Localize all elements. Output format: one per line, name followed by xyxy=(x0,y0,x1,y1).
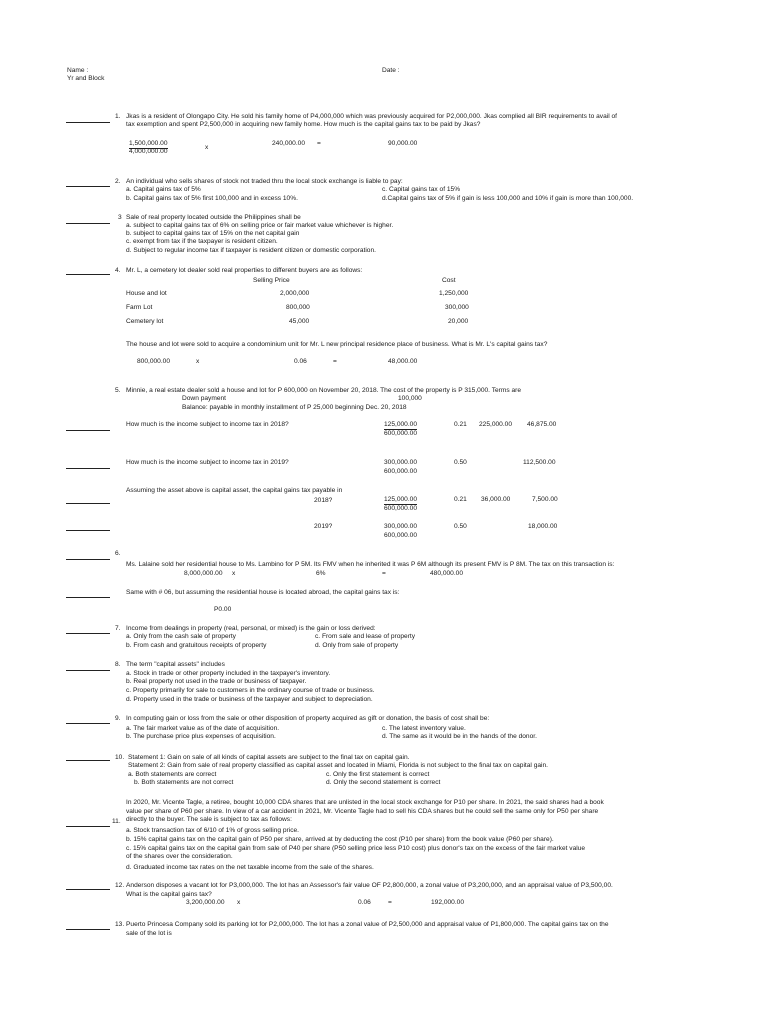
answer-blank-6b[interactable] xyxy=(66,597,110,598)
answer-blank-13[interactable] xyxy=(66,929,110,930)
choice-b: b. Real property not used in the trade or business of taxpayer. xyxy=(126,678,307,685)
choice-d: d. Subject to regular income tax if taxpayer is resident citizen or domestic corporation. xyxy=(126,247,376,254)
question-text: Anderson disposes a vacant lot for P3,000,000. The lot has an Assessor's fair value OF P2,800,000, a zonal value of P3,200,000, and an appraisal value of P3,500,00. xyxy=(126,882,613,889)
choice-a: a. Stock transaction tax of 6/10 of 1% of gross selling price. xyxy=(126,827,299,834)
computation-result: 480,000.00 xyxy=(430,570,464,577)
fraction-denominator: 600,000.00 xyxy=(384,430,418,437)
computation-result: P0.00 xyxy=(214,606,232,613)
answer-blank-4[interactable] xyxy=(66,274,110,275)
computation-value: 36,000.00 xyxy=(481,496,511,503)
choice-c: c. The latest inventory value. xyxy=(382,725,466,732)
question-text: What is the capital gains tax? xyxy=(126,891,212,898)
fraction-numerator: 125,000.00 xyxy=(384,496,417,505)
computation-result: 48,000.00 xyxy=(388,358,418,365)
choice-c: c. exempt from tax if the taxpayer is resident citizen. xyxy=(126,238,278,245)
balance-text: Balance: payable in monthly installment of P 25,000 beginning Dec. 20, 2018 xyxy=(182,404,407,411)
computation-result: 46,875.00 xyxy=(527,421,557,428)
multiply-sign: x xyxy=(205,144,209,151)
multiply-sign: x xyxy=(237,899,241,906)
question-number: 5. xyxy=(115,387,121,394)
question-number: 3 xyxy=(118,214,122,221)
choice-a: a. Stock in trade or other property included in the taxpayer's inventory. xyxy=(126,670,331,677)
computation-rate: 6% xyxy=(316,570,326,577)
question-text: Jkas is a resident of Olongapo City. He sold his family home of P4,000,000 which was previously acquired for P2,000,000. Jkas complied all BIR requirements to avail of xyxy=(126,113,617,120)
question-number: 1. xyxy=(115,113,121,120)
equals-sign: = xyxy=(317,140,321,147)
column-header-selling-price: Selling Price xyxy=(253,277,290,284)
fraction-denominator: 4,000,000.00 xyxy=(129,148,168,155)
answer-blank-11[interactable] xyxy=(66,826,110,827)
question-text: value per share of P60 per share. In view of a car accident in 2021, Mr. Vicente Tagle had to sell his CDA shares but he could sell the same only for P50 per share xyxy=(126,808,599,815)
question-text: The term "capital assets" includes xyxy=(126,661,225,668)
answer-blank-3[interactable] xyxy=(66,223,110,224)
question-text: The house and lot were sold to acquire a condominium unit for Mr. L new principal residence place of business. What is Mr. L's capital gains tax? xyxy=(126,341,548,348)
choice-d: d. Only the second statement is correct xyxy=(326,779,441,786)
fraction-denominator: 600,000.00 xyxy=(384,468,418,475)
down-payment-label: Down payment xyxy=(182,395,226,402)
question-number: 10. xyxy=(115,754,125,761)
property-cost: 1,250,000 xyxy=(439,290,469,297)
computation-rate: 0.50 xyxy=(454,523,467,530)
property-cost: 20,000 xyxy=(448,318,469,325)
computation-value: 225,000.00 xyxy=(479,421,513,428)
computation-value: 800,000.00 xyxy=(137,358,171,365)
year-label: 2019? xyxy=(314,523,333,530)
computation-rate: 0.21 xyxy=(454,496,467,503)
property-item: Cemetery lot xyxy=(126,318,164,325)
question-text: sale of the lot is xyxy=(126,930,172,937)
equals-sign: = xyxy=(382,570,386,577)
choice-c: c. Capital gains tax of 15% xyxy=(382,186,461,193)
computation-rate: 0.50 xyxy=(454,459,467,466)
fraction-numerator: 125,000.00 xyxy=(384,421,417,430)
answer-blank-5b[interactable] xyxy=(66,468,110,469)
fraction-denominator: 600,000.00 xyxy=(384,505,418,512)
choice-d: d. Only from sale of property xyxy=(315,642,399,649)
question-text: Puerto Princesa Company sold its parking lot for P2,000,000. The lot has a zonal value of P2,500,000 and appraisal value of P1,800,000. The capital gains tax on the xyxy=(126,921,609,928)
fraction-numerator: 1,500,000.00 xyxy=(129,140,168,149)
answer-blank-1[interactable] xyxy=(66,122,110,123)
answer-blank-2[interactable] xyxy=(66,186,110,187)
choice-c: c. Only the first statement is correct xyxy=(326,771,430,778)
choice-c: c. Property primarily for sale to customers in the ordinary course of trade or business. xyxy=(126,687,375,694)
statement-2: Statement 2: Gain from sale of real property classified as capital asset and located in Miami, Florida is not subject to the final tax on capital gain. xyxy=(128,762,549,769)
choice-b: b. 15% capital gains tax on the capital gain of P50 per share, arrived at by deducting the cost (P10 per share) from the book value (P60 per share). xyxy=(126,836,554,843)
fraction-denominator: 600,000.00 xyxy=(384,532,418,539)
question-number: 8. xyxy=(115,661,121,668)
property-price: 45,000 xyxy=(289,318,310,325)
question-number: 11. xyxy=(112,818,121,825)
question-text: Assuming the asset above is capital asset, the capital gains tax payable in xyxy=(126,487,343,494)
question-number: 7. xyxy=(115,625,121,632)
choice-b: b. Both statements are not correct xyxy=(134,779,234,786)
fraction-numerator: 300,000.00 xyxy=(384,523,418,530)
computation-rate: 0.06 xyxy=(358,899,371,906)
multiply-sign: x xyxy=(232,570,236,577)
answer-blank-5c[interactable] xyxy=(66,503,110,504)
multiply-sign: x xyxy=(196,358,200,365)
equals-sign: = xyxy=(333,358,337,365)
choice-b: b. The purchase price plus expenses of acquisition. xyxy=(126,733,276,740)
answer-blank-10[interactable] xyxy=(66,760,110,761)
statement-1: Statement 1: Gain on sale of all kinds of capital assets are subject to the final tax on capital gain. xyxy=(128,754,410,761)
answer-blank-7[interactable] xyxy=(66,633,110,634)
question-text: Mr. L, a cemetery lot dealer sold real properties to different buyers are as follows: xyxy=(126,267,363,274)
question-number: 9. xyxy=(115,715,121,722)
question-text: directly to the buyer. The sale is subject to tax as follows: xyxy=(126,816,292,823)
computation-result: 90,000.00 xyxy=(388,140,418,147)
question-text: How much is the income subject to income tax in 2019? xyxy=(126,459,289,466)
question-number: 4. xyxy=(115,267,121,274)
question-number: 6. xyxy=(115,550,121,557)
date-label: Date : xyxy=(382,67,400,74)
question-text: Same with # 06, but assuming the residential house is located abroad, the capital gains tax is: xyxy=(126,589,400,596)
choice-c-continued: of the shares over the consideration. xyxy=(126,853,233,860)
computation-result: 112,500.00 xyxy=(523,459,556,466)
property-item: Farm Lot xyxy=(126,304,153,311)
computation-result: 7,500.00 xyxy=(532,496,558,503)
question-number: 12. xyxy=(115,882,125,889)
question-text: How much is the income subject to income tax in 2018? xyxy=(126,421,289,428)
equals-sign: = xyxy=(388,899,392,906)
down-payment-value: 100,000 xyxy=(398,395,422,402)
property-item: House and lot xyxy=(126,290,167,297)
fraction-numerator: 300,000.00 xyxy=(384,459,418,466)
answer-blank-6[interactable] xyxy=(66,559,110,560)
computation-result: 18,000.00 xyxy=(528,523,558,530)
question-text: Minnie, a real estate dealer sold a house and lot for P 600,000 on November 20, 2018. The cost of the property is P 315,000. Terms are xyxy=(126,387,522,394)
choice-d: d. The same as it would be in the hands of the donor. xyxy=(382,733,537,740)
choice-d: d. Property used in the trade or business of the taxpayer and subject to depreciation. xyxy=(126,696,373,703)
choice-b: b. subject to capital gains tax of 15% on the net capital gain xyxy=(126,230,300,237)
question-text: Ms. Lalaine sold her residential house to Ms. Lambino for P 5M. Its FMV when he inherited it was P 6M although its present FMV is P 8M. The tax on this transaction is: xyxy=(126,561,615,568)
question-number: 2. xyxy=(115,178,121,185)
answer-blank-8[interactable] xyxy=(66,670,110,671)
question-text: In computing gain or loss from the sale or other disposition of property acquired as gift or donation, the basis of cost shall be: xyxy=(126,715,490,722)
computation-value: 240,000.00 xyxy=(272,140,306,147)
choice-c: c. 15% capital gains tax on the capital gain from sale of P40 per share (P50 selling price less P10 cost) plus donor's tax on the excess of the fair market value xyxy=(126,845,586,852)
question-text: Income from dealings in property (real, personal, or mixed) is the gain or loss derived: xyxy=(126,625,376,632)
choice-a: a. subject to capital gains tax of 6% on selling price or fair market value whichever is higher. xyxy=(126,222,394,229)
choice-a: a. Capital gains tax of 5% xyxy=(126,186,201,193)
yr-block-label: Yr and Block xyxy=(67,75,105,82)
computation-rate: 0.21 xyxy=(454,421,467,428)
answer-blank-9[interactable] xyxy=(66,723,110,724)
column-header-cost: Cost xyxy=(442,277,456,284)
name-label: Name : xyxy=(67,67,89,74)
computation-rate: 0.06 xyxy=(294,358,307,365)
choice-b: b. From cash and gratuitous receipts of property xyxy=(126,642,267,649)
question-text: An individual who sells shares of stock not traded thru the local stock exchange is liable to pay: xyxy=(126,178,403,185)
choice-c: c. From sale and lease of property xyxy=(315,633,416,640)
question-text: tax exemption and spent P2,500,000 in acquiring new family home. How much is the capital gains tax to be paid by Jkas? xyxy=(126,121,481,128)
question-text: In 2020, Mr. Vicente Tagle, a retiree, bought 10,000 CDA shares that are unlisted in the local stock exchange for P10 per share. In 2021, the said shares had a book xyxy=(126,799,604,806)
answer-blank-5d[interactable] xyxy=(66,530,110,531)
choice-b: b. Capital gains tax of 5% first 100,000 and in excess 10%. xyxy=(126,195,298,202)
computation-value: 3,200,000.00 xyxy=(186,899,225,906)
choice-d: d.Capital gains tax of 5% if gain is less 100,000 and 10% if gain is more than 100,000. xyxy=(382,195,634,202)
choice-a: a. Both statements are correct xyxy=(128,771,217,778)
year-label: 2018? xyxy=(314,497,333,504)
choice-d: d. Graduated income tax rates on the net taxable income from the sale of the shares. xyxy=(126,864,374,871)
answer-blank-5a[interactable] xyxy=(66,430,110,431)
property-price: 800,000 xyxy=(286,304,310,311)
question-number: 13. xyxy=(115,921,125,928)
property-cost: 300,000 xyxy=(445,304,469,311)
answer-blank-12[interactable] xyxy=(66,889,110,890)
question-text: Sale of real property located outside the Philippines shall be xyxy=(126,214,301,221)
computation-value: 8,000,000.00 xyxy=(184,570,223,577)
choice-a: a. Only from the cash sale of property xyxy=(126,633,236,640)
choice-a: a. The fair market value as of the date of acquisition. xyxy=(126,725,280,732)
property-price: 2,000,000 xyxy=(280,290,310,297)
computation-result: 192,000.00 xyxy=(431,899,465,906)
